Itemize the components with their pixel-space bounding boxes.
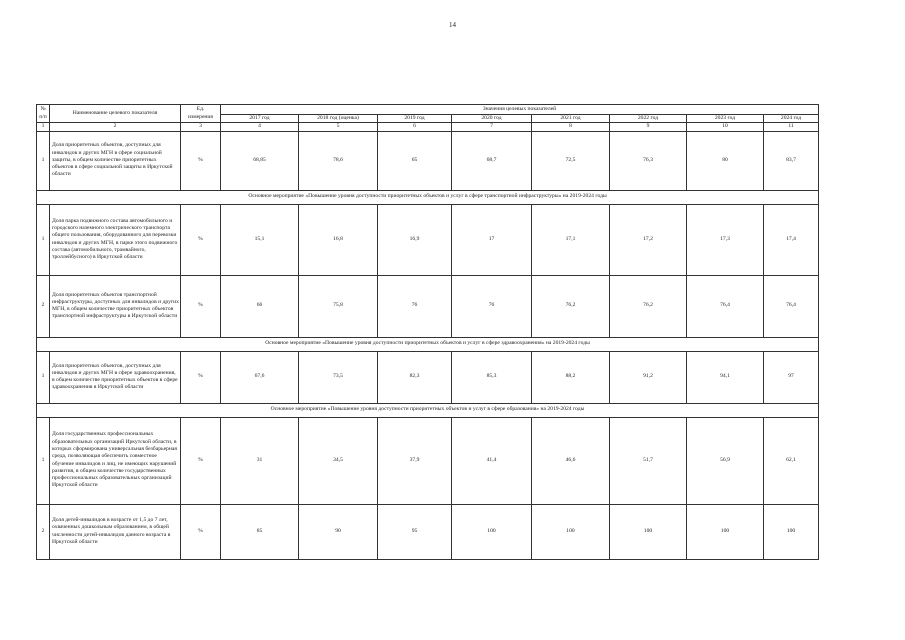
value-cell: 72,5 (532, 131, 610, 190)
row-number: 1 (37, 204, 50, 275)
value-cell: 100 (764, 504, 819, 559)
table-row (37, 351, 819, 403)
section-title: Основное мероприятие «Повышение уровня доступности приоритетных объектов и услуг в сфере здравоохранения» на 2019-2024 годы (37, 337, 819, 351)
unit-cell: % (181, 417, 221, 504)
header-unit: Ед. измерения (181, 105, 221, 123)
value-cell: 90 (299, 504, 378, 559)
table-row (37, 131, 819, 190)
value-cell: 100 (687, 504, 764, 559)
column-number: 6 (378, 123, 452, 131)
table-row (37, 204, 819, 275)
column-number: 5 (299, 123, 378, 131)
value-cell: 46,6 (532, 417, 610, 504)
value-cell: 17,2 (610, 204, 687, 275)
column-number: 3 (181, 123, 221, 131)
value-cell: 95 (378, 504, 452, 559)
section-title: Основное мероприятие «Повышение уровня доступности приоритетных объектов и услуг в сфере транспортной инфраструктуры» на 2019-2024 годы (37, 190, 819, 204)
value-cell: 76 (378, 275, 452, 337)
page-number: 14 (449, 21, 456, 29)
header-year: 2017 год (221, 115, 299, 123)
value-cell: 73,5 (299, 351, 378, 403)
value-cell: 100 (452, 504, 532, 559)
value-cell: 17 (452, 204, 532, 275)
value-cell: 76,2 (532, 275, 610, 337)
header-year: 2023 год (687, 115, 764, 123)
table-row (37, 504, 819, 559)
header-year: 2019 год (378, 115, 452, 123)
row-number: 2 (37, 504, 50, 559)
row-number: 1 (37, 417, 50, 504)
unit-cell: % (181, 275, 221, 337)
value-cell: 16,8 (299, 204, 378, 275)
value-cell: 76,3 (610, 131, 687, 190)
value-cell: 62,1 (764, 417, 819, 504)
value-cell: 94,1 (687, 351, 764, 403)
unit-cell: % (181, 131, 221, 190)
value-cell: 68,85 (221, 131, 299, 190)
header-year: 2021 год (532, 115, 610, 123)
column-number: 4 (221, 123, 299, 131)
indicators-table (36, 104, 819, 560)
header-year: 2024 год (764, 115, 819, 123)
value-cell: 85,3 (452, 351, 532, 403)
value-cell: 68,7 (452, 131, 532, 190)
value-cell: 76,4 (687, 275, 764, 337)
column-number: 7 (452, 123, 532, 131)
column-number: 2 (50, 123, 181, 131)
value-cell: 65 (378, 131, 452, 190)
header-year: 2020 год (452, 115, 532, 123)
header-year: 2018 год (оценка) (299, 115, 378, 123)
unit-cell: % (181, 204, 221, 275)
value-cell: 31 (221, 417, 299, 504)
value-cell: 51,7 (610, 417, 687, 504)
indicator-name: Доля приоритетных объектов, доступных для инвалидов и других МГН в сфере здравоохранения, в общем количестве приоритетных объектов в сфере здравоохранения в Иркутской области (50, 351, 181, 403)
value-cell: 34,5 (299, 417, 378, 504)
indicator-name: Доля приоритетных объектов, доступных для инвалидов и других МГН в сфере социальной защиты, в общем количестве приоритетных объектов в сфере социальной защиты в Иркутской области (50, 131, 181, 190)
column-numbers-row (37, 123, 819, 131)
value-cell: 56,9 (687, 417, 764, 504)
unit-cell: % (181, 504, 221, 559)
table-row (37, 417, 819, 504)
value-cell: 91,2 (610, 351, 687, 403)
value-cell: 75,8 (299, 275, 378, 337)
column-number: 9 (610, 123, 687, 131)
section-row (37, 403, 819, 417)
value-cell: 82,3 (378, 351, 452, 403)
value-cell: 76,2 (610, 275, 687, 337)
header-values: Значения целевых показателей (221, 105, 819, 115)
value-cell: 76 (452, 275, 532, 337)
indicator-name: Доля государственных профессиональных образовательных организаций Иркутской области, в которых сформирована универсальная безбарьерная среда, позволяющая обеспечить совместное обучение инвалидов и лиц, не имеющих нарушений развития, в общем количестве государственных профессиональных образовательных организаций Иркутской области (50, 417, 181, 504)
row-number: 1 (37, 351, 50, 403)
table-row (37, 275, 819, 337)
header-name: Наименование целевого показателя (50, 105, 181, 123)
column-number: 11 (764, 123, 819, 131)
value-cell: 17,1 (532, 204, 610, 275)
row-number: 2 (37, 275, 50, 337)
value-cell: 37,9 (378, 417, 452, 504)
header-num: № п/п (37, 105, 50, 123)
value-cell: 83,7 (764, 131, 819, 190)
column-number: 1 (37, 123, 50, 131)
value-cell: 88,2 (532, 351, 610, 403)
header-year: 2022 год (610, 115, 687, 123)
indicator-name: Доля детей-инвалидов в возрасте от 1,5 до 7 лет, охваченных дошкольным образованием, в общей численности детей-инвалидов данного возраста в Иркутской области (50, 504, 181, 559)
value-cell: 67,6 (221, 351, 299, 403)
unit-cell: % (181, 351, 221, 403)
value-cell: 66 (221, 275, 299, 337)
value-cell: 17,3 (687, 204, 764, 275)
value-cell: 100 (532, 504, 610, 559)
value-cell: 97 (764, 351, 819, 403)
value-cell: 17,4 (764, 204, 819, 275)
section-title: Основное мероприятие «Повышение уровня доступности приоритетных объектов и услуг в сфере образования» на 2019-2024 годы (37, 403, 819, 417)
value-cell: 16,9 (378, 204, 452, 275)
indicator-name: Доля приоритетных объектов транспортной инфраструктуры, доступных для инвалидов и других МГН, в общем количестве приоритетных объектов транспортной инфраструктуры в Иркутской области (50, 275, 181, 337)
value-cell: 78,6 (299, 131, 378, 190)
value-cell: 85 (221, 504, 299, 559)
header-row (37, 105, 819, 115)
indicator-name: Доля парка подвижного состава автомобильного и городского наземного электрического транспорта общего пользования, оборудованного для перевозки инвалидов и других МГН, в парке этого подвижного состава (автомобильного, трамвайного, троллейбусного) в Иркутской области (50, 204, 181, 275)
section-row (37, 337, 819, 351)
value-cell: 100 (610, 504, 687, 559)
value-cell: 76,4 (764, 275, 819, 337)
column-number: 10 (687, 123, 764, 131)
row-number: 1 (37, 131, 50, 190)
column-number: 8 (532, 123, 610, 131)
section-row (37, 190, 819, 204)
value-cell: 41,4 (452, 417, 532, 504)
value-cell: 80 (687, 131, 764, 190)
value-cell: 15,1 (221, 204, 299, 275)
